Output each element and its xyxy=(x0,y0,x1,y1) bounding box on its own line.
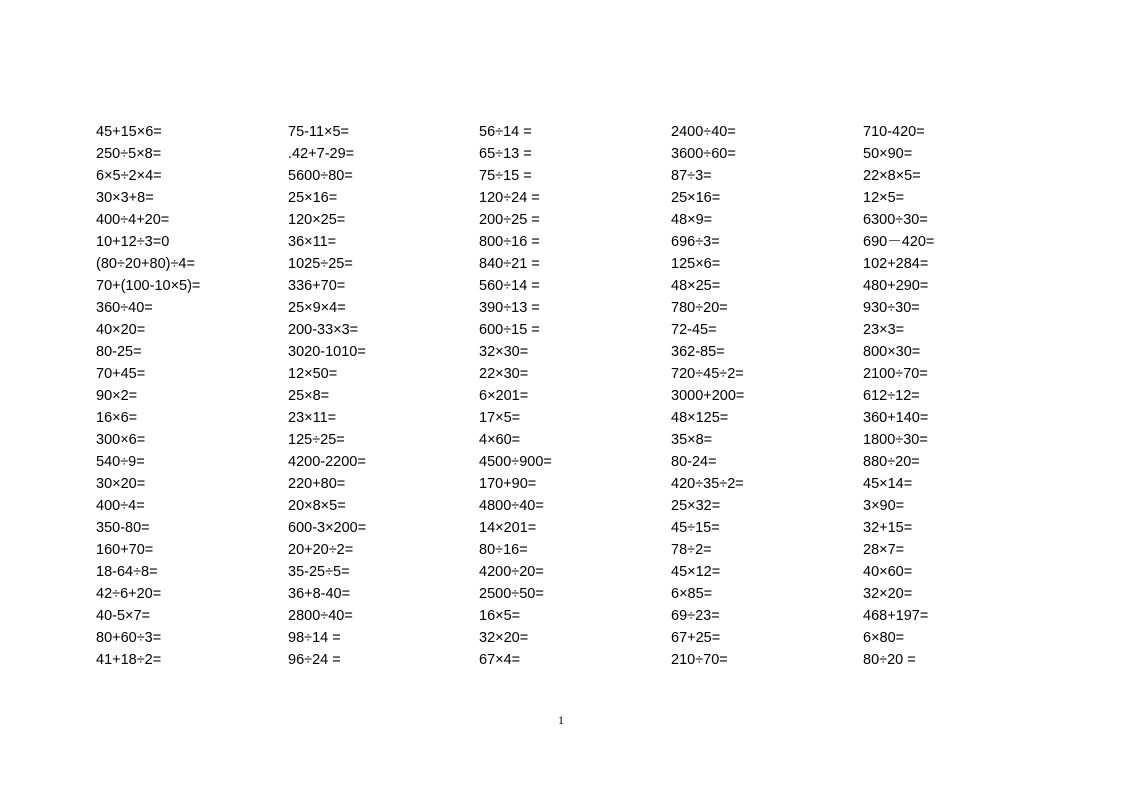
math-problem: 20+20÷2= xyxy=(288,542,354,558)
math-problem: 35×8= xyxy=(671,432,713,448)
math-problem: 600-3×200= xyxy=(288,520,367,536)
problem-column-3 xyxy=(479,121,552,671)
math-problem: 220+80= xyxy=(288,476,346,492)
math-problem: 36×11= xyxy=(288,234,337,250)
math-problem: .42+7-29= xyxy=(288,146,355,162)
math-problem: 540÷9= xyxy=(96,454,145,470)
math-problem: (80÷20+80)÷4= xyxy=(96,256,195,272)
math-problem: 125÷25= xyxy=(288,432,345,448)
math-problem: 420÷35÷2= xyxy=(671,476,744,492)
math-problem: 4800÷40= xyxy=(479,498,544,514)
math-problem: 25×16= xyxy=(288,190,338,206)
math-problem: 600÷15 = xyxy=(479,322,540,338)
math-problem: 350-80= xyxy=(96,520,150,536)
math-problem: 72-45= xyxy=(671,322,717,338)
math-problem: 45+15×6= xyxy=(96,124,162,140)
math-problem: 25×16= xyxy=(671,190,721,206)
math-problem: 2800÷40= xyxy=(288,608,353,624)
math-problem: 67+25= xyxy=(671,630,721,646)
math-problem: 96÷24 = xyxy=(288,652,341,668)
math-problem: 690－420= xyxy=(863,234,935,250)
math-problem: 17×5= xyxy=(479,410,521,426)
math-problem: 1025÷25= xyxy=(288,256,353,272)
math-problem: 4500÷900= xyxy=(479,454,552,470)
math-problem: 880÷20= xyxy=(863,454,920,470)
math-problem: 3020-1010= xyxy=(288,344,366,360)
math-problem: 35-25÷5= xyxy=(288,564,350,580)
math-problem: 32×20= xyxy=(479,630,529,646)
math-problem: 56÷14 = xyxy=(479,124,532,140)
math-problem: 23×3= xyxy=(863,322,905,338)
math-problem: 67×4= xyxy=(479,652,521,668)
math-problem: 930÷30= xyxy=(863,300,920,316)
math-problem: 210÷70= xyxy=(671,652,728,668)
math-problem: 75÷15 = xyxy=(479,168,532,184)
math-problem: 362-85= xyxy=(671,344,725,360)
math-problem: 80÷16= xyxy=(479,542,528,558)
math-problem: 5600÷80= xyxy=(288,168,353,184)
problem-column-2 xyxy=(288,121,366,671)
math-problem: 22×30= xyxy=(479,366,529,382)
math-problem: 10+12÷3=0 xyxy=(96,234,170,250)
math-problem: 400÷4+20= xyxy=(96,212,170,228)
math-problem: 400÷4= xyxy=(96,498,145,514)
math-problem: 32+15= xyxy=(863,520,913,536)
problem-column-1 xyxy=(96,121,200,671)
math-problem: 4200-2200= xyxy=(288,454,366,470)
math-problem: 6300÷30= xyxy=(863,212,928,228)
math-problem: 250÷5×8= xyxy=(96,146,162,162)
math-problem: 710-420= xyxy=(863,124,925,140)
math-problem: 78÷2= xyxy=(671,542,712,558)
math-problem: 90×2= xyxy=(96,388,138,404)
math-problem: 2400÷40= xyxy=(671,124,736,140)
math-problem: 14×201= xyxy=(479,520,537,536)
math-problem: 41+18÷2= xyxy=(96,652,162,668)
math-problem: 2500÷50= xyxy=(479,586,544,602)
math-problem: 16×5= xyxy=(479,608,521,624)
math-problem: 336+70= xyxy=(288,278,346,294)
math-problem: 4×60= xyxy=(479,432,521,448)
math-problem: 40×20= xyxy=(96,322,146,338)
math-problem: 200-33×3= xyxy=(288,322,359,338)
math-problem: 28×7= xyxy=(863,542,905,558)
math-problem: 22×8×5= xyxy=(863,168,921,184)
math-problem: 120÷24 = xyxy=(479,190,540,206)
math-problem: 800÷16 = xyxy=(479,234,540,250)
math-problem: 70+(100-10×5)= xyxy=(96,278,201,294)
math-problem: 3×90= xyxy=(863,498,905,514)
math-problem: 48×125= xyxy=(671,410,729,426)
math-problem: 80÷20 = xyxy=(863,652,916,668)
math-problem: 360÷40= xyxy=(96,300,153,316)
math-problem: 12×5= xyxy=(863,190,905,206)
problem-column-4 xyxy=(671,121,744,671)
math-problem: 16×6= xyxy=(96,410,138,426)
math-problem: 40×60= xyxy=(863,564,913,580)
math-problem: 30×20= xyxy=(96,476,146,492)
math-problem: 48×25= xyxy=(671,278,721,294)
math-problem: 560÷14 = xyxy=(479,278,540,294)
math-problem: 20×8×5= xyxy=(288,498,346,514)
math-problem: 80-25= xyxy=(96,344,142,360)
math-problem: 36+8-40= xyxy=(288,586,351,602)
math-problem: 696÷3= xyxy=(671,234,720,250)
math-problem: 102+284= xyxy=(863,256,929,272)
math-problem: 3000+200= xyxy=(671,388,745,404)
math-problem: 720÷45÷2= xyxy=(671,366,744,382)
math-problem: 25×32= xyxy=(671,498,721,514)
math-problem: 75-11×5= xyxy=(288,124,350,140)
math-problem: 6×80= xyxy=(863,630,905,646)
math-problem: 70+45= xyxy=(96,366,146,382)
math-problem: 18-64÷8= xyxy=(96,564,158,580)
math-problem: 6×201= xyxy=(479,388,529,404)
math-problem: 45×14= xyxy=(863,476,913,492)
math-problem: 32×30= xyxy=(479,344,529,360)
math-problem: 98÷14 = xyxy=(288,630,341,646)
math-problem: 480+290= xyxy=(863,278,929,294)
math-problem: 50×90= xyxy=(863,146,913,162)
math-problem: 2100÷70= xyxy=(863,366,928,382)
math-problem: 1800÷30= xyxy=(863,432,928,448)
math-problem: 800×30= xyxy=(863,344,921,360)
math-problem: 120×25= xyxy=(288,212,346,228)
math-problem: 170+90= xyxy=(479,476,537,492)
math-problem: 300×6= xyxy=(96,432,146,448)
math-problem: 25×9×4= xyxy=(288,300,346,316)
math-problem: 468+197= xyxy=(863,608,929,624)
math-problem: 40-5×7= xyxy=(96,608,151,624)
page-number: 1 xyxy=(558,713,564,727)
math-problem: 80-24= xyxy=(671,454,717,470)
math-problem: 45÷15= xyxy=(671,520,720,536)
math-problem: 80+60÷3= xyxy=(96,630,162,646)
math-problem: 23×11= xyxy=(288,410,337,426)
math-problem: 12×50= xyxy=(288,366,338,382)
math-problem: 4200÷20= xyxy=(479,564,544,580)
problem-column-5 xyxy=(863,121,934,671)
math-problem: 65÷13 = xyxy=(479,146,532,162)
math-problem: 87÷3= xyxy=(671,168,712,184)
math-problem: 32×20= xyxy=(863,586,913,602)
math-problem: 780÷20= xyxy=(671,300,728,316)
math-problem: 42÷6+20= xyxy=(96,586,162,602)
math-problem: 6×85= xyxy=(671,586,713,602)
math-problem: 48×9= xyxy=(671,212,713,228)
math-problem: 360+140= xyxy=(863,410,929,426)
math-problem: 3600÷60= xyxy=(671,146,736,162)
math-problem: 125×6= xyxy=(671,256,721,272)
math-problem: 390÷13 = xyxy=(479,300,540,316)
math-problem: 45×12= xyxy=(671,564,721,580)
math-problem: 30×3+8= xyxy=(96,190,154,206)
math-problem: 160+70= xyxy=(96,542,154,558)
math-problem: 69÷23= xyxy=(671,608,720,624)
math-problem: 6×5÷2×4= xyxy=(96,168,162,184)
math-problem: 612÷12= xyxy=(863,388,920,404)
math-problem: 840÷21 = xyxy=(479,256,540,272)
math-problem: 200÷25 = xyxy=(479,212,540,228)
math-problem: 25×8= xyxy=(288,388,330,404)
